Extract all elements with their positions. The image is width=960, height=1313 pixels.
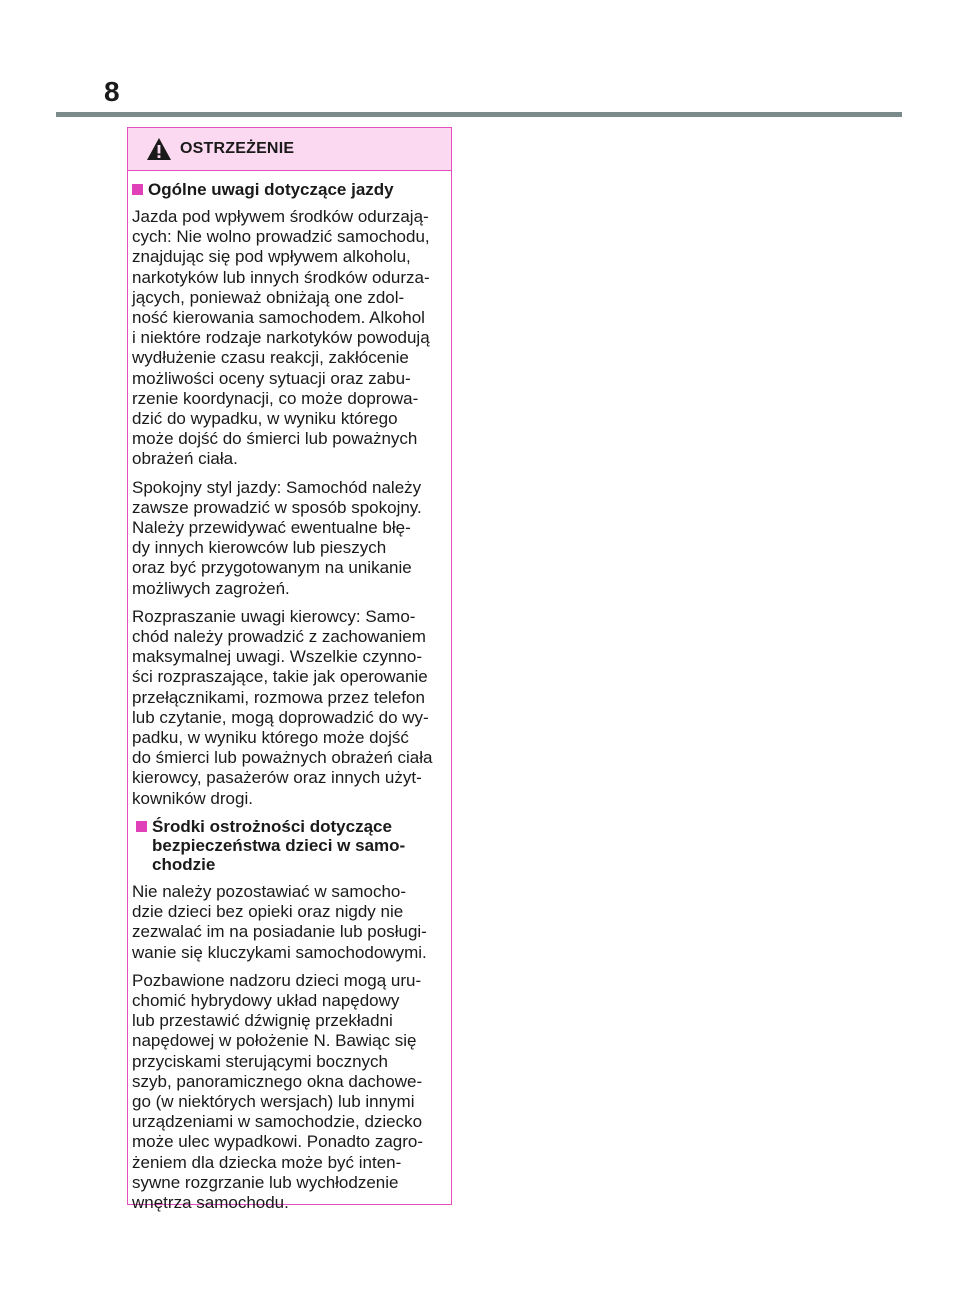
warning-body xyxy=(128,171,451,1213)
warning-header xyxy=(128,128,451,171)
paragraph-intoxication: Jazda pod wpływem środków odurzają- cych: Nie wolno prowadzić samochodu, znajdując się pod wpływem alkoholu, narkotyków lub innych środków odurza- jących, ponieważ obniżają one zdol- ność kierowania samochodem. Alkohol i niektóre rodzaje narkotyków powodują wydłużenie czasu reakcji, zakłócenie możliwości oceny sytuacji oraz zabu- rzenie koordynacji, co może doprowa- dzić do wypadku, w wyniku którego może dojść do śmierci lub poważnych obrażeń ciała. xyxy=(132,207,430,469)
warning-triangle-icon xyxy=(146,137,172,161)
paragraph-unattended-children: Nie należy pozostawiać w samocho- dzie dzieci bez opieki oraz nigdy nie zezwalać im na posiadanie lub posługi- wanie się kluczykami samochodowymi. xyxy=(132,881,427,962)
section-heading-general xyxy=(132,180,445,199)
square-bullet-icon xyxy=(132,184,143,195)
square-bullet-icon xyxy=(136,821,147,832)
paragraph-calm-driving: Spokojny styl jazdy: Samochód należy zawsze prowadzić w sposób spokojny. Należy przewidywać ewentualne błę- dy innych kierowców lub pieszych oraz być przygotowanym na unikanie możliwych zagrożeń. xyxy=(132,477,422,598)
section-heading-text: Ogólne uwagi dotyczące jazdy xyxy=(148,180,394,199)
paragraph-child-hazards: Pozbawione nadzoru dzieci mogą uru- chomić hybrydowy układ napędowy lub przestawić dźwignię przekładni napędowej w położenie N. Bawiąc się przyciskami sterującymi bocznych szyb, panoramicznego okna dachowe- go (w niektórych wersjach) lub innymi urządzeniami w samochodzie, dziecko może ulec wypadkowi. Ponadto zagro- żeniem dla dziecka może być inten- sywne rozgrzanie lub wychłodzenie wnętrza samochodu. xyxy=(132,970,424,1212)
section-heading-text: Środki ostrożności dotyczące bezpieczeństwa dzieci w samo- chodzie xyxy=(152,816,406,874)
page-number: 8 xyxy=(104,76,120,107)
paragraph-distraction: Rozpraszanie uwagi kierowcy: Samo- chód należy prowadzić z zachowaniem maksymalnej uwagi. Wszelkie czynno- ści rozpraszające, takie jak operowanie przełącznikami, rozmowa przez telefon lub czytanie, mogą doprowadzić do wy- padku, w wyniku którego może dojść do śmierci lub poważnych obrażeń ciała kierowcy, pasażerów oraz innych użyt- kowników drogi. xyxy=(132,606,433,808)
section-heading-children xyxy=(132,817,445,874)
warning-box xyxy=(127,127,452,1212)
warning-title: OSTRZEŻENIE xyxy=(180,140,295,157)
header-rule xyxy=(56,112,902,117)
